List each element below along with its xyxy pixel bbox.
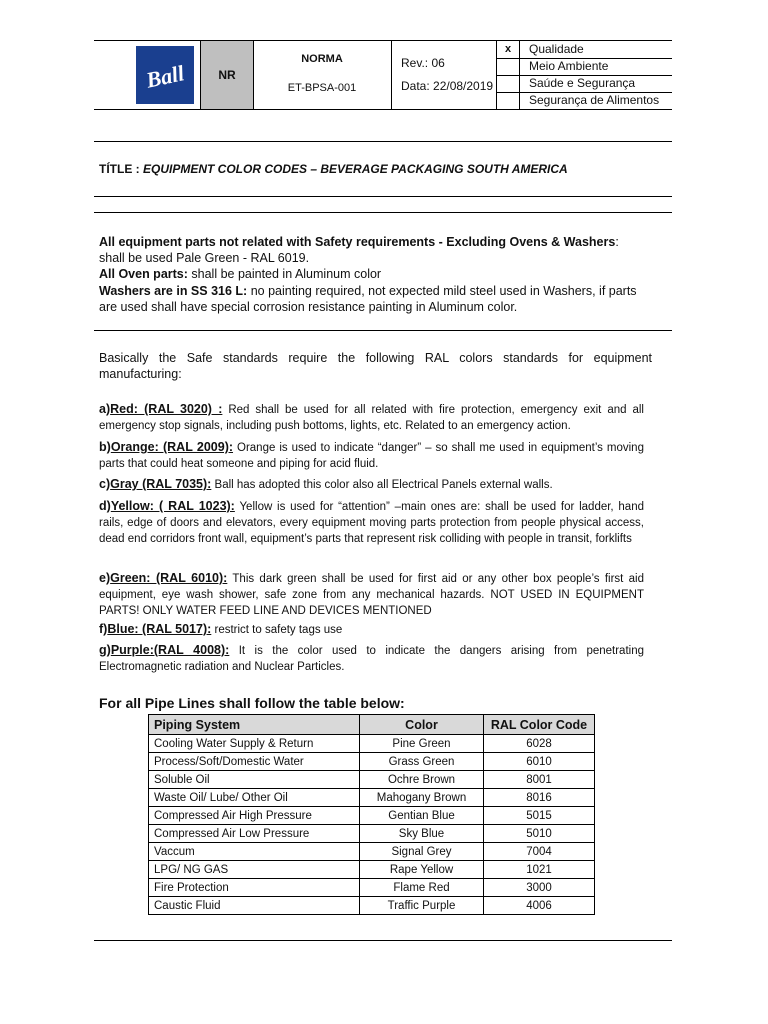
general-text: : [615, 235, 619, 249]
item-label: Orange: (RAL 2009): [110, 440, 234, 454]
item-letter: d) [99, 499, 111, 513]
item-label: Yellow: ( RAL 1023): [110, 499, 235, 513]
table-row [149, 753, 595, 771]
general-bold: All equipment parts not related with Safety requirements - Excluding Ovens & Washers [99, 235, 616, 249]
item-label: Red: (RAL 3020) : [110, 402, 223, 416]
general-text: shall be painted in Aluminum color [187, 267, 382, 281]
document-title [99, 162, 568, 176]
divider [94, 330, 672, 331]
title-text: EQUIPMENT COLOR CODES – BEVERAGE PACKAGING SOUTH AMERICA [143, 162, 568, 176]
table-cell: Signal Grey [360, 843, 484, 861]
general-line [99, 266, 381, 282]
item-letter: a) [99, 402, 111, 416]
table-cell: Vaccum [149, 843, 360, 861]
table-row [149, 861, 595, 879]
category-label: Meio Ambiente [529, 59, 609, 73]
table-cell: Ochre Brown [360, 771, 484, 789]
category-label: Segurança de Alimentos [529, 93, 660, 107]
table-cell: Process/Soft/Domestic Water [149, 753, 360, 771]
revision-cell [392, 41, 497, 109]
category-row [497, 41, 672, 59]
category-checkbox [497, 75, 520, 92]
table-cell: Compressed Air High Pressure [149, 807, 360, 825]
item-label: Green: (RAL 6010): [110, 571, 228, 585]
column-header: Color [360, 715, 484, 735]
nr-cell: NR [200, 41, 254, 109]
table-cell: Fire Protection [149, 879, 360, 897]
column-header: RAL Color Code [484, 715, 595, 735]
table-cell: Caustic Fluid [149, 897, 360, 915]
color-item-red [99, 401, 644, 434]
item-text: Red shall be used for all related with fire protection, emergency exit and all emergency stop signals, including push bottoms, lights, etc. Related to an emergency action. [99, 404, 644, 432]
general-line [99, 234, 619, 250]
divider [94, 141, 672, 142]
table-cell: 6028 [484, 735, 595, 753]
table-cell: Flame Red [360, 879, 484, 897]
item-text: restrict to safety tags use [211, 624, 343, 636]
category-row [497, 92, 672, 109]
category-checkbox: x [497, 41, 520, 58]
general-bold: Washers are in SS 316 L: [99, 284, 248, 298]
color-item-green [99, 570, 644, 619]
table-row [149, 897, 595, 915]
color-item-blue [99, 621, 644, 638]
document-header [94, 40, 672, 110]
table-cell: Rape Yellow [360, 861, 484, 879]
table-row [149, 789, 595, 807]
item-label: Gray (RAL 7035): [110, 477, 212, 491]
category-row [497, 58, 672, 76]
table-cell: Gentian Blue [360, 807, 484, 825]
category-label: Saúde e Segurança [529, 76, 636, 90]
table-cell: 8016 [484, 789, 595, 807]
item-text: It is the color used to indicate the dangers arising from penetrating Electromagnetic radiation and Nuclear Particles. [99, 645, 644, 673]
title-prefix: TÍTLE : [99, 162, 143, 176]
table-cell: Soluble Oil [149, 771, 360, 789]
table-row [149, 771, 595, 789]
revision-date: Data: 22/08/2019 [401, 79, 494, 93]
table-cell: 3000 [484, 879, 595, 897]
table-header-row [149, 715, 595, 735]
item-letter: b) [99, 440, 111, 454]
table-cell: 7004 [484, 843, 595, 861]
category-checkbox [497, 92, 520, 109]
general-line [99, 283, 637, 299]
intro-paragraph: Basically the Safe standards require the following RAL colors standards for equipment manufacturing: [99, 351, 652, 381]
svg-text:Ball: Ball [143, 60, 187, 93]
color-item-purple [99, 642, 644, 675]
divider [94, 196, 672, 197]
table-row [149, 807, 595, 825]
table-cell: 1021 [484, 861, 595, 879]
pipe-color-table [148, 714, 595, 915]
table-row [149, 843, 595, 861]
norma-cell [253, 41, 392, 109]
table-cell: 8001 [484, 771, 595, 789]
item-letter: f) [99, 622, 108, 636]
category-checklist [497, 41, 672, 109]
table-cell: 4006 [484, 897, 595, 915]
item-text: Orange is used to indicate “danger” – so shall me used in equipment’s moving parts that could heat someone and piping for acid fluid. [99, 442, 644, 470]
ball-logo [136, 46, 194, 104]
item-letter: g) [99, 643, 111, 657]
item-letter: e) [99, 571, 111, 585]
table-cell: Cooling Water Supply & Return [149, 735, 360, 753]
table-cell: 6010 [484, 753, 595, 771]
table-cell: Compressed Air Low Pressure [149, 825, 360, 843]
category-label: Qualidade [529, 42, 584, 56]
item-text: Yellow is used for “attention” –main ones are: shall be used for ladder, hand rails, edge of doors and elevators, every equipment moving parts protection from people physical access, dead end corridors front wall, equipment’s parts that represent risk colliding with people in transit, forklifts [99, 501, 644, 545]
table-cell: 5010 [484, 825, 595, 843]
item-label: Blue: (RAL 5017): [107, 622, 212, 636]
table-cell: Grass Green [360, 753, 484, 771]
table-cell: Pine Green [360, 735, 484, 753]
table-cell: 5015 [484, 807, 595, 825]
table-row [149, 879, 595, 897]
column-header: Piping System [149, 715, 360, 735]
general-line: are used shall have special corrosion resistance painting in Aluminum color. [99, 300, 518, 314]
table-cell: Traffic Purple [360, 897, 484, 915]
general-line: shall be used Pale Green - RAL 6019. [99, 251, 310, 265]
color-item-gray [99, 476, 644, 493]
item-text: Ball has adopted this color also all Electrical Panels external walls. [211, 479, 553, 491]
pipe-table-heading: For all Pipe Lines shall follow the table below: [99, 695, 405, 711]
norma-code: ET-BPSA-001 [287, 82, 357, 94]
general-bold: All Oven parts: [99, 267, 188, 281]
item-letter: c) [99, 477, 111, 491]
item-text: This dark green shall be used for first aid or any other box people’s first aid equipment, eye wash shower, safe zone from any mechanical hazards. NOT USED IN EQUIPMENT PARTS! ONLY WATER FEED LINE AND DEVICES MENTIONED [99, 573, 644, 617]
table-cell: LPG/ NG GAS [149, 861, 360, 879]
table-cell: Waste Oil/ Lube/ Other Oil [149, 789, 360, 807]
table-row [149, 735, 595, 753]
category-checkbox [497, 58, 520, 75]
logo-cell [94, 41, 200, 109]
table-cell: Sky Blue [360, 825, 484, 843]
norma-title: NORMA [301, 53, 343, 65]
table-cell: Mahogany Brown [360, 789, 484, 807]
general-text: no painting required, not expected mild steel used in Washers, if parts [247, 284, 637, 298]
category-row [497, 75, 672, 93]
color-item-orange [99, 439, 644, 472]
divider [94, 940, 672, 941]
table-row [149, 825, 595, 843]
color-item-yellow [99, 498, 644, 547]
revision-number: Rev.: 06 [401, 56, 445, 70]
item-label: Purple:(RAL 4008): [110, 643, 230, 657]
divider [94, 212, 672, 213]
